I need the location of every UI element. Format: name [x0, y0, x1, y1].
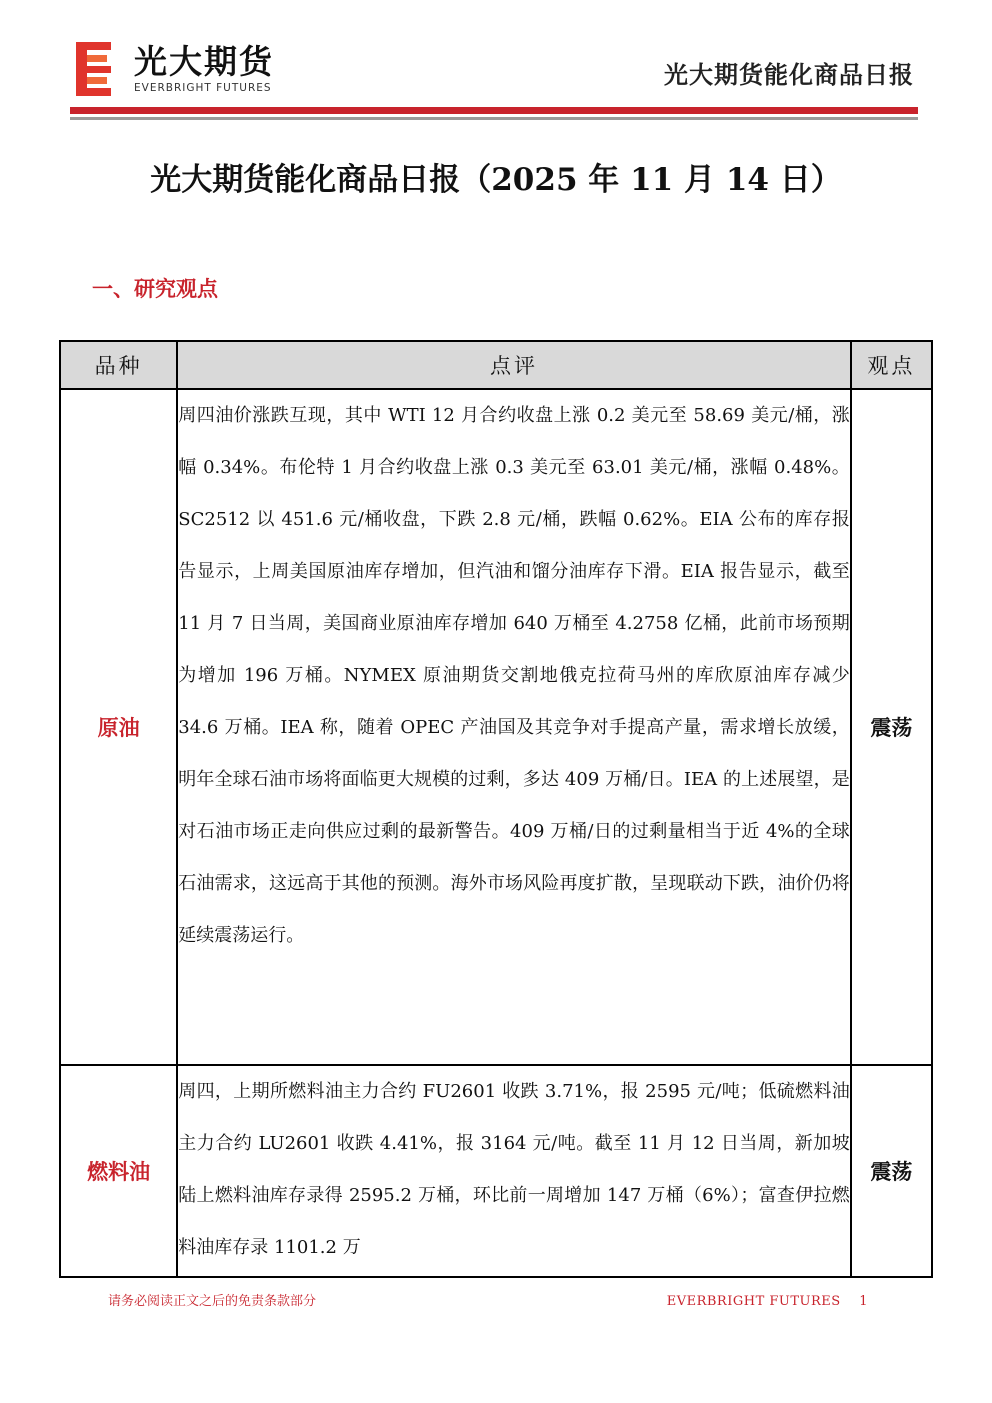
document-title: 光大期货能化商品日报（2025 年 11 月 14 日）	[150, 162, 842, 198]
section-heading: 一、研究观点	[92, 277, 218, 301]
logo-english-name: EVERBRIGHT FUTURES	[134, 82, 272, 94]
row-view: 震荡	[851, 1065, 932, 1277]
logo-chinese-name: 光大期货	[134, 42, 274, 81]
row-comment: 周四，上期所燃料油主力合约 FU2601 收跌 3.71%，报 2595 元/吨；低硫燃料油主力合约 LU2601 收跌 4.41%，报 3164 元/吨。截至 11 月 12 日当周，新加坡陆上燃料油库存录得 2595.2 万桶，环比前一周增加 147 万桶（6%）；富查伊拉燃料油库存录 1101.2 万	[178, 1081, 850, 1258]
header-kind: 品种	[60, 341, 177, 389]
row-comment-cell	[177, 1065, 851, 1277]
header-view: 观点	[851, 341, 932, 389]
everbright-logo-icon	[74, 40, 114, 98]
page-header	[0, 0, 992, 125]
row-comment: 周四油价涨跌互现，其中 WTI 12 月合约收盘上涨 0.2 美元至 58.69 美元/桶，涨幅 0.34%。布伦特 1 月合约收盘上涨 0.3 美元至 63.01 美元/桶，涨幅 0.48%。SC2512 以 451.6 元/桶收盘，下跌 2.8 元/桶，跌幅 0.62%。EIA 公布的库存报告显示，上周美国原油库存增加，但汽油和馏分油库存下滑。EIA 报告显示，截至 11 月 7 日当周，美国商业原油库存增加 640 万桶至 4.2758 亿桶，此前市场预期为增加 196 万桶。NYMEX 原油期货交割地俄克拉荷马州的库欣原油库存减少 34.6 万桶。IEA 称，随着 OPEC 产油国及其竞争对手提高产量，需求增长放缓，明年全球石油市场将面临更大规模的过剩，多达 409 万桶/日。IEA 的上述展望，是对石油市场正走向供应过剩的最新警告。409 万桶/日的过剩量相当于近 4%的全球石油需求，这远高于其他的预测。海外市场风险再度扩散，呈现联动下跌，油价仍将延续震荡运行。	[177, 389, 851, 1065]
table-header-row	[60, 341, 932, 389]
research-view-table	[59, 340, 933, 1278]
page-number: 1	[859, 1294, 868, 1309]
footer-brand-page	[667, 1294, 868, 1310]
table-row	[60, 389, 932, 1065]
table-row	[60, 1065, 932, 1277]
header-comment: 点评	[177, 341, 851, 389]
row-kind: 原油	[60, 389, 177, 1065]
footer-disclaimer: 请务必阅读正文之后的免责条款部分	[108, 1294, 317, 1309]
header-report-name: 光大期货能化商品日报	[664, 61, 914, 89]
row-view: 震荡	[851, 389, 932, 1065]
footer-brand: EVERBRIGHT FUTURES	[666, 1294, 841, 1309]
header-divider-gray	[70, 117, 918, 120]
row-kind: 燃料油	[60, 1065, 177, 1277]
header-divider-red	[70, 107, 918, 114]
